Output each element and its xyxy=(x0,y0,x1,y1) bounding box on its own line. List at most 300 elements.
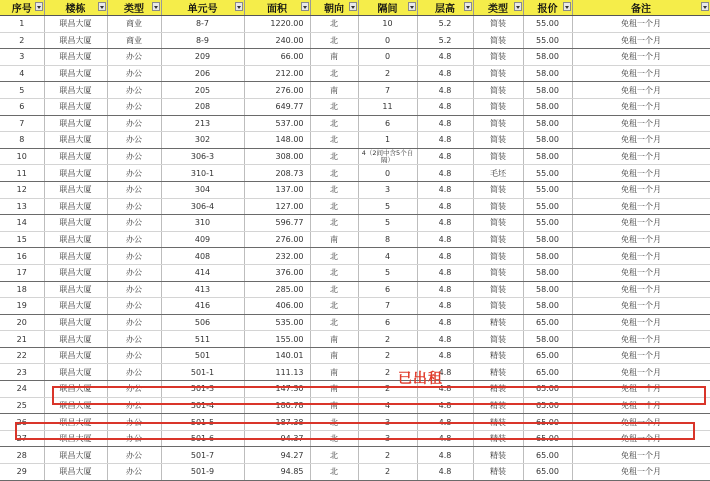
cell-unit[interactable]: 409 xyxy=(161,231,244,248)
cell-building[interactable]: 联昌大厦 xyxy=(44,464,107,481)
cell-partition[interactable]: 2 xyxy=(358,381,417,398)
cell-unit[interactable]: 501-4 xyxy=(161,397,244,414)
cell-building[interactable]: 联昌大厦 xyxy=(44,215,107,232)
cell-facing[interactable]: 南 xyxy=(310,331,358,348)
cell-decoration[interactable]: 简装 xyxy=(473,82,523,99)
table-row[interactable] xyxy=(0,381,710,398)
cell-seq[interactable]: 23 xyxy=(0,364,44,381)
cell-decoration[interactable]: 简装 xyxy=(473,65,523,82)
cell-price[interactable]: 58.00 xyxy=(523,132,572,149)
table-row[interactable] xyxy=(0,32,710,49)
cell-decoration[interactable]: 精装 xyxy=(473,397,523,414)
cell-area[interactable]: 140.01 xyxy=(244,347,310,364)
cell-seq[interactable]: 18 xyxy=(0,281,44,298)
cell-partition[interactable]: 2 xyxy=(358,464,417,481)
cell-decoration[interactable]: 简装 xyxy=(473,281,523,298)
cell-note[interactable]: 免租一个月 xyxy=(572,314,710,331)
cell-price[interactable]: 58.00 xyxy=(523,248,572,265)
cell-building[interactable]: 联昌大厦 xyxy=(44,381,107,398)
cell-height[interactable]: 4.8 xyxy=(417,364,473,381)
cell-decoration[interactable]: 简装 xyxy=(473,298,523,315)
cell-note[interactable]: 免租一个月 xyxy=(572,264,710,281)
cell-area[interactable]: 276.00 xyxy=(244,231,310,248)
cell-note[interactable]: 免租一个月 xyxy=(572,165,710,182)
cell-seq[interactable]: 8 xyxy=(0,132,44,149)
cell-price[interactable]: 55.00 xyxy=(523,165,572,182)
cell-note[interactable]: 免租一个月 xyxy=(572,381,710,398)
cell-partition[interactable]: 0 xyxy=(358,49,417,66)
cell-facing[interactable]: 北 xyxy=(310,248,358,265)
cell-facing[interactable]: 北 xyxy=(310,16,358,33)
cell-price[interactable]: 58.00 xyxy=(523,281,572,298)
cell-price[interactable]: 58.00 xyxy=(523,331,572,348)
cell-building[interactable]: 联昌大厦 xyxy=(44,331,107,348)
cell-price[interactable]: 65.00 xyxy=(523,397,572,414)
cell-building[interactable]: 联昌大厦 xyxy=(44,347,107,364)
filter-dropdown-icon[interactable] xyxy=(98,2,106,11)
cell-area[interactable]: 376.00 xyxy=(244,264,310,281)
cell-seq[interactable]: 7 xyxy=(0,115,44,132)
cell-area[interactable]: 137.00 xyxy=(244,181,310,198)
cell-seq[interactable]: 28 xyxy=(0,447,44,464)
table-row[interactable] xyxy=(0,430,710,447)
cell-price[interactable]: 58.00 xyxy=(523,115,572,132)
cell-height[interactable]: 4.8 xyxy=(417,132,473,149)
cell-decoration[interactable]: 简装 xyxy=(473,264,523,281)
cell-facing[interactable]: 北 xyxy=(310,430,358,447)
cell-building[interactable]: 联昌大厦 xyxy=(44,165,107,182)
cell-area[interactable]: 406.00 xyxy=(244,298,310,315)
cell-unit[interactable]: 304 xyxy=(161,181,244,198)
cell-seq[interactable]: 14 xyxy=(0,215,44,232)
cell-type[interactable]: 办公 xyxy=(107,264,161,281)
cell-note[interactable]: 免租一个月 xyxy=(572,115,710,132)
cell-note[interactable]: 免租一个月 xyxy=(572,231,710,248)
cell-facing[interactable]: 北 xyxy=(310,32,358,49)
cell-height[interactable]: 5.2 xyxy=(417,16,473,33)
cell-price[interactable]: 65.00 xyxy=(523,447,572,464)
cell-decoration[interactable]: 简装 xyxy=(473,49,523,66)
cell-price[interactable]: 65.00 xyxy=(523,414,572,431)
cell-building[interactable]: 联昌大厦 xyxy=(44,82,107,99)
filter-dropdown-icon[interactable] xyxy=(408,2,416,11)
cell-decoration[interactable]: 精装 xyxy=(473,430,523,447)
cell-seq[interactable]: 16 xyxy=(0,248,44,265)
table-row[interactable] xyxy=(0,264,710,281)
cell-decoration[interactable]: 简装 xyxy=(473,98,523,115)
cell-decoration[interactable]: 简装 xyxy=(473,16,523,33)
cell-type[interactable]: 商业 xyxy=(107,16,161,33)
table-row[interactable] xyxy=(0,248,710,265)
table-row[interactable] xyxy=(0,215,710,232)
table-row[interactable] xyxy=(0,16,710,33)
cell-partition[interactable]: 7 xyxy=(358,298,417,315)
cell-facing[interactable]: 北 xyxy=(310,298,358,315)
cell-seq[interactable]: 26 xyxy=(0,414,44,431)
cell-decoration[interactable]: 简装 xyxy=(473,148,523,165)
cell-seq[interactable]: 25 xyxy=(0,397,44,414)
cell-facing[interactable]: 南 xyxy=(310,82,358,99)
cell-partition[interactable]: 0 xyxy=(358,165,417,182)
cell-unit[interactable]: 213 xyxy=(161,115,244,132)
cell-seq[interactable]: 17 xyxy=(0,264,44,281)
cell-partition[interactable]: 2 xyxy=(358,331,417,348)
cell-facing[interactable]: 南 xyxy=(310,364,358,381)
cell-building[interactable]: 联昌大厦 xyxy=(44,364,107,381)
cell-facing[interactable]: 北 xyxy=(310,148,358,165)
cell-partition[interactable]: 10 xyxy=(358,16,417,33)
cell-area[interactable]: 1220.00 xyxy=(244,16,310,33)
cell-height[interactable]: 4.8 xyxy=(417,248,473,265)
cell-height[interactable]: 4.8 xyxy=(417,148,473,165)
cell-height[interactable]: 5.2 xyxy=(417,32,473,49)
cell-note[interactable]: 免租一个月 xyxy=(572,248,710,265)
cell-seq[interactable]: 10 xyxy=(0,148,44,165)
cell-facing[interactable]: 北 xyxy=(310,181,358,198)
cell-area[interactable]: 147.30 xyxy=(244,381,310,398)
cell-height[interactable]: 4.8 xyxy=(417,215,473,232)
cell-note[interactable]: 免租一个月 xyxy=(572,65,710,82)
cell-price[interactable]: 55.00 xyxy=(523,198,572,215)
cell-facing[interactable]: 北 xyxy=(310,132,358,149)
cell-height[interactable]: 4.8 xyxy=(417,464,473,481)
cell-facing[interactable]: 北 xyxy=(310,281,358,298)
table-row[interactable] xyxy=(0,198,710,215)
table-row[interactable] xyxy=(0,298,710,315)
cell-decoration[interactable]: 简装 xyxy=(473,32,523,49)
cell-type[interactable]: 办公 xyxy=(107,430,161,447)
cell-partition[interactable]: 1 xyxy=(358,132,417,149)
table-row[interactable] xyxy=(0,364,710,381)
cell-decoration[interactable]: 精装 xyxy=(473,414,523,431)
cell-facing[interactable]: 北 xyxy=(310,115,358,132)
cell-building[interactable]: 联昌大厦 xyxy=(44,248,107,265)
cell-decoration[interactable]: 简装 xyxy=(473,115,523,132)
cell-partition[interactable]: 4（2间中含5个自隔） xyxy=(358,148,417,165)
cell-facing[interactable]: 南 xyxy=(310,381,358,398)
cell-partition[interactable]: 4 xyxy=(358,248,417,265)
cell-note[interactable]: 免租一个月 xyxy=(572,364,710,381)
cell-unit[interactable]: 8-7 xyxy=(161,16,244,33)
cell-type[interactable]: 办公 xyxy=(107,215,161,232)
cell-price[interactable]: 65.00 xyxy=(523,314,572,331)
cell-note[interactable]: 免租一个月 xyxy=(572,331,710,348)
cell-partition[interactable]: 5 xyxy=(358,215,417,232)
cell-area[interactable]: 208.73 xyxy=(244,165,310,182)
cell-building[interactable]: 联昌大厦 xyxy=(44,16,107,33)
cell-decoration[interactable]: 精装 xyxy=(473,447,523,464)
cell-price[interactable]: 65.00 xyxy=(523,364,572,381)
cell-partition[interactable]: 3 xyxy=(358,414,417,431)
cell-unit[interactable]: 8-9 xyxy=(161,32,244,49)
cell-partition[interactable]: 2 xyxy=(358,65,417,82)
cell-area[interactable]: 232.00 xyxy=(244,248,310,265)
cell-type[interactable]: 办公 xyxy=(107,132,161,149)
cell-note[interactable]: 免租一个月 xyxy=(572,447,710,464)
cell-decoration[interactable]: 简装 xyxy=(473,181,523,198)
cell-height[interactable]: 4.8 xyxy=(417,430,473,447)
cell-partition[interactable]: 7 xyxy=(358,82,417,99)
cell-height[interactable]: 4.8 xyxy=(417,82,473,99)
cell-height[interactable]: 4.8 xyxy=(417,65,473,82)
cell-facing[interactable]: 北 xyxy=(310,198,358,215)
cell-type[interactable]: 办公 xyxy=(107,347,161,364)
cell-area[interactable]: 308.00 xyxy=(244,148,310,165)
cell-type[interactable]: 办公 xyxy=(107,181,161,198)
cell-note[interactable]: 免租一个月 xyxy=(572,430,710,447)
cell-building[interactable]: 联昌大厦 xyxy=(44,148,107,165)
cell-area[interactable]: 111.13 xyxy=(244,364,310,381)
cell-unit[interactable]: 306-3 xyxy=(161,148,244,165)
cell-note[interactable]: 免租一个月 xyxy=(572,98,710,115)
cell-unit[interactable]: 209 xyxy=(161,49,244,66)
cell-facing[interactable]: 北 xyxy=(310,165,358,182)
cell-building[interactable]: 联昌大厦 xyxy=(44,49,107,66)
cell-price[interactable]: 58.00 xyxy=(523,298,572,315)
cell-note[interactable]: 免租一个月 xyxy=(572,198,710,215)
cell-building[interactable]: 联昌大厦 xyxy=(44,98,107,115)
cell-note[interactable]: 免租一个月 xyxy=(572,181,710,198)
cell-type[interactable]: 办公 xyxy=(107,364,161,381)
filter-dropdown-icon[interactable] xyxy=(701,2,709,11)
cell-type[interactable]: 办公 xyxy=(107,314,161,331)
cell-height[interactable]: 4.8 xyxy=(417,331,473,348)
cell-decoration[interactable]: 精装 xyxy=(473,314,523,331)
cell-height[interactable]: 4.8 xyxy=(417,298,473,315)
cell-note[interactable]: 免租一个月 xyxy=(572,347,710,364)
cell-facing[interactable]: 南 xyxy=(310,49,358,66)
cell-height[interactable]: 4.8 xyxy=(417,381,473,398)
cell-type[interactable]: 办公 xyxy=(107,298,161,315)
cell-unit[interactable]: 501 xyxy=(161,347,244,364)
table-row[interactable] xyxy=(0,115,710,132)
cell-type[interactable]: 办公 xyxy=(107,281,161,298)
cell-area[interactable]: 212.00 xyxy=(244,65,310,82)
cell-height[interactable]: 4.8 xyxy=(417,165,473,182)
cell-seq[interactable]: 2 xyxy=(0,32,44,49)
cell-note[interactable]: 免租一个月 xyxy=(572,49,710,66)
cell-partition[interactable]: 8 xyxy=(358,231,417,248)
cell-height[interactable]: 4.8 xyxy=(417,397,473,414)
cell-price[interactable]: 58.00 xyxy=(523,264,572,281)
cell-partition[interactable]: 2 xyxy=(358,364,417,381)
cell-decoration[interactable]: 精装 xyxy=(473,464,523,481)
cell-seq[interactable]: 20 xyxy=(0,314,44,331)
cell-type[interactable]: 办公 xyxy=(107,397,161,414)
cell-unit[interactable]: 501-6 xyxy=(161,430,244,447)
cell-partition[interactable]: 3 xyxy=(358,181,417,198)
cell-building[interactable]: 联昌大厦 xyxy=(44,181,107,198)
cell-decoration[interactable]: 精装 xyxy=(473,364,523,381)
cell-area[interactable]: 187.38 xyxy=(244,414,310,431)
cell-type[interactable]: 办公 xyxy=(107,231,161,248)
cell-area[interactable]: 649.77 xyxy=(244,98,310,115)
cell-price[interactable]: 58.00 xyxy=(523,148,572,165)
cell-decoration[interactable]: 简装 xyxy=(473,198,523,215)
cell-note[interactable]: 免租一个月 xyxy=(572,32,710,49)
cell-type[interactable]: 办公 xyxy=(107,248,161,265)
cell-building[interactable]: 联昌大厦 xyxy=(44,198,107,215)
cell-seq[interactable]: 15 xyxy=(0,231,44,248)
cell-building[interactable]: 联昌大厦 xyxy=(44,115,107,132)
cell-area[interactable]: 240.00 xyxy=(244,32,310,49)
cell-type[interactable]: 办公 xyxy=(107,414,161,431)
cell-seq[interactable]: 6 xyxy=(0,98,44,115)
cell-partition[interactable]: 5 xyxy=(358,198,417,215)
cell-note[interactable]: 免租一个月 xyxy=(572,82,710,99)
cell-area[interactable]: 596.77 xyxy=(244,215,310,232)
cell-facing[interactable]: 南 xyxy=(310,231,358,248)
cell-unit[interactable]: 208 xyxy=(161,98,244,115)
cell-area[interactable]: 285.00 xyxy=(244,281,310,298)
cell-area[interactable]: 127.00 xyxy=(244,198,310,215)
cell-price[interactable]: 58.00 xyxy=(523,98,572,115)
filter-dropdown-icon[interactable] xyxy=(464,2,472,11)
table-row[interactable] xyxy=(0,414,710,431)
cell-decoration[interactable]: 简装 xyxy=(473,331,523,348)
table-row[interactable] xyxy=(0,231,710,248)
cell-area[interactable]: 535.00 xyxy=(244,314,310,331)
cell-unit[interactable]: 506 xyxy=(161,314,244,331)
cell-type[interactable]: 办公 xyxy=(107,115,161,132)
filter-dropdown-icon[interactable] xyxy=(152,2,160,11)
cell-partition[interactable]: 3 xyxy=(358,430,417,447)
cell-height[interactable]: 4.8 xyxy=(417,264,473,281)
cell-building[interactable]: 联昌大厦 xyxy=(44,414,107,431)
cell-price[interactable]: 65.00 xyxy=(523,347,572,364)
cell-note[interactable]: 免租一个月 xyxy=(572,397,710,414)
table-row[interactable] xyxy=(0,281,710,298)
cell-building[interactable]: 联昌大厦 xyxy=(44,32,107,49)
cell-decoration[interactable]: 毛坯 xyxy=(473,165,523,182)
cell-partition[interactable]: 2 xyxy=(358,347,417,364)
cell-note[interactable]: 免租一个月 xyxy=(572,215,710,232)
table-row[interactable] xyxy=(0,49,710,66)
cell-type[interactable]: 办公 xyxy=(107,381,161,398)
cell-unit[interactable]: 408 xyxy=(161,248,244,265)
table-row[interactable] xyxy=(0,447,710,464)
filter-dropdown-icon[interactable] xyxy=(563,2,571,11)
cell-height[interactable]: 4.8 xyxy=(417,181,473,198)
cell-partition[interactable]: 6 xyxy=(358,115,417,132)
cell-type[interactable]: 办公 xyxy=(107,464,161,481)
cell-building[interactable]: 联昌大厦 xyxy=(44,281,107,298)
cell-building[interactable]: 联昌大厦 xyxy=(44,314,107,331)
cell-seq[interactable]: 19 xyxy=(0,298,44,315)
cell-partition[interactable]: 2 xyxy=(358,447,417,464)
cell-unit[interactable]: 501-9 xyxy=(161,464,244,481)
cell-seq[interactable]: 13 xyxy=(0,198,44,215)
cell-note[interactable]: 免租一个月 xyxy=(572,281,710,298)
cell-partition[interactable]: 11 xyxy=(358,98,417,115)
cell-seq[interactable]: 27 xyxy=(0,430,44,447)
cell-unit[interactable]: 501-3 xyxy=(161,381,244,398)
cell-type[interactable]: 办公 xyxy=(107,148,161,165)
cell-unit[interactable]: 306-4 xyxy=(161,198,244,215)
cell-area[interactable]: 66.00 xyxy=(244,49,310,66)
cell-height[interactable]: 4.8 xyxy=(417,414,473,431)
cell-price[interactable]: 65.00 xyxy=(523,430,572,447)
cell-unit[interactable]: 416 xyxy=(161,298,244,315)
cell-seq[interactable]: 1 xyxy=(0,16,44,33)
cell-type[interactable]: 办公 xyxy=(107,82,161,99)
cell-unit[interactable]: 501-1 xyxy=(161,364,244,381)
cell-facing[interactable]: 南 xyxy=(310,347,358,364)
cell-note[interactable]: 免租一个月 xyxy=(572,414,710,431)
cell-partition[interactable]: 5 xyxy=(358,264,417,281)
cell-price[interactable]: 55.00 xyxy=(523,32,572,49)
cell-height[interactable]: 4.8 xyxy=(417,447,473,464)
cell-partition[interactable]: 6 xyxy=(358,314,417,331)
cell-seq[interactable]: 24 xyxy=(0,381,44,398)
cell-building[interactable]: 联昌大厦 xyxy=(44,447,107,464)
cell-seq[interactable]: 5 xyxy=(0,82,44,99)
cell-type[interactable]: 办公 xyxy=(107,98,161,115)
cell-seq[interactable]: 11 xyxy=(0,165,44,182)
cell-seq[interactable]: 4 xyxy=(0,65,44,82)
cell-unit[interactable]: 501-5 xyxy=(161,414,244,431)
cell-type[interactable]: 办公 xyxy=(107,49,161,66)
cell-note[interactable]: 免租一个月 xyxy=(572,16,710,33)
cell-facing[interactable]: 北 xyxy=(310,215,358,232)
cell-price[interactable]: 65.00 xyxy=(523,464,572,481)
cell-price[interactable]: 55.00 xyxy=(523,215,572,232)
cell-partition[interactable]: 0 xyxy=(358,32,417,49)
table-row[interactable] xyxy=(0,98,710,115)
filter-dropdown-icon[interactable] xyxy=(35,2,43,11)
cell-decoration[interactable]: 精装 xyxy=(473,381,523,398)
cell-seq[interactable]: 22 xyxy=(0,347,44,364)
cell-facing[interactable]: 南 xyxy=(310,397,358,414)
cell-note[interactable]: 免租一个月 xyxy=(572,132,710,149)
cell-seq[interactable]: 21 xyxy=(0,331,44,348)
cell-note[interactable]: 免租一个月 xyxy=(572,148,710,165)
cell-seq[interactable]: 29 xyxy=(0,464,44,481)
cell-facing[interactable]: 北 xyxy=(310,447,358,464)
cell-seq[interactable]: 12 xyxy=(0,181,44,198)
cell-note[interactable]: 免租一个月 xyxy=(572,298,710,315)
cell-decoration[interactable]: 简装 xyxy=(473,215,523,232)
cell-price[interactable]: 58.00 xyxy=(523,231,572,248)
table-row[interactable] xyxy=(0,165,710,182)
cell-partition[interactable]: 4 xyxy=(358,397,417,414)
cell-price[interactable]: 58.00 xyxy=(523,82,572,99)
cell-decoration[interactable]: 简装 xyxy=(473,248,523,265)
table-row[interactable] xyxy=(0,132,710,149)
cell-height[interactable]: 4.8 xyxy=(417,115,473,132)
cell-unit[interactable]: 310 xyxy=(161,215,244,232)
table-row[interactable] xyxy=(0,148,710,165)
cell-facing[interactable]: 北 xyxy=(310,314,358,331)
cell-height[interactable]: 4.8 xyxy=(417,198,473,215)
cell-unit[interactable]: 501-7 xyxy=(161,447,244,464)
cell-area[interactable]: 94.37 xyxy=(244,430,310,447)
cell-unit[interactable]: 414 xyxy=(161,264,244,281)
cell-price[interactable]: 58.00 xyxy=(523,65,572,82)
cell-area[interactable]: 94.85 xyxy=(244,464,310,481)
cell-decoration[interactable]: 精装 xyxy=(473,347,523,364)
cell-building[interactable]: 联昌大厦 xyxy=(44,264,107,281)
cell-unit[interactable]: 413 xyxy=(161,281,244,298)
cell-facing[interactable]: 北 xyxy=(310,98,358,115)
cell-building[interactable]: 联昌大厦 xyxy=(44,231,107,248)
cell-type[interactable]: 办公 xyxy=(107,65,161,82)
cell-price[interactable]: 55.00 xyxy=(523,181,572,198)
cell-note[interactable]: 免租一个月 xyxy=(572,464,710,481)
cell-unit[interactable]: 205 xyxy=(161,82,244,99)
filter-dropdown-icon[interactable] xyxy=(235,2,243,11)
cell-height[interactable]: 4.8 xyxy=(417,281,473,298)
